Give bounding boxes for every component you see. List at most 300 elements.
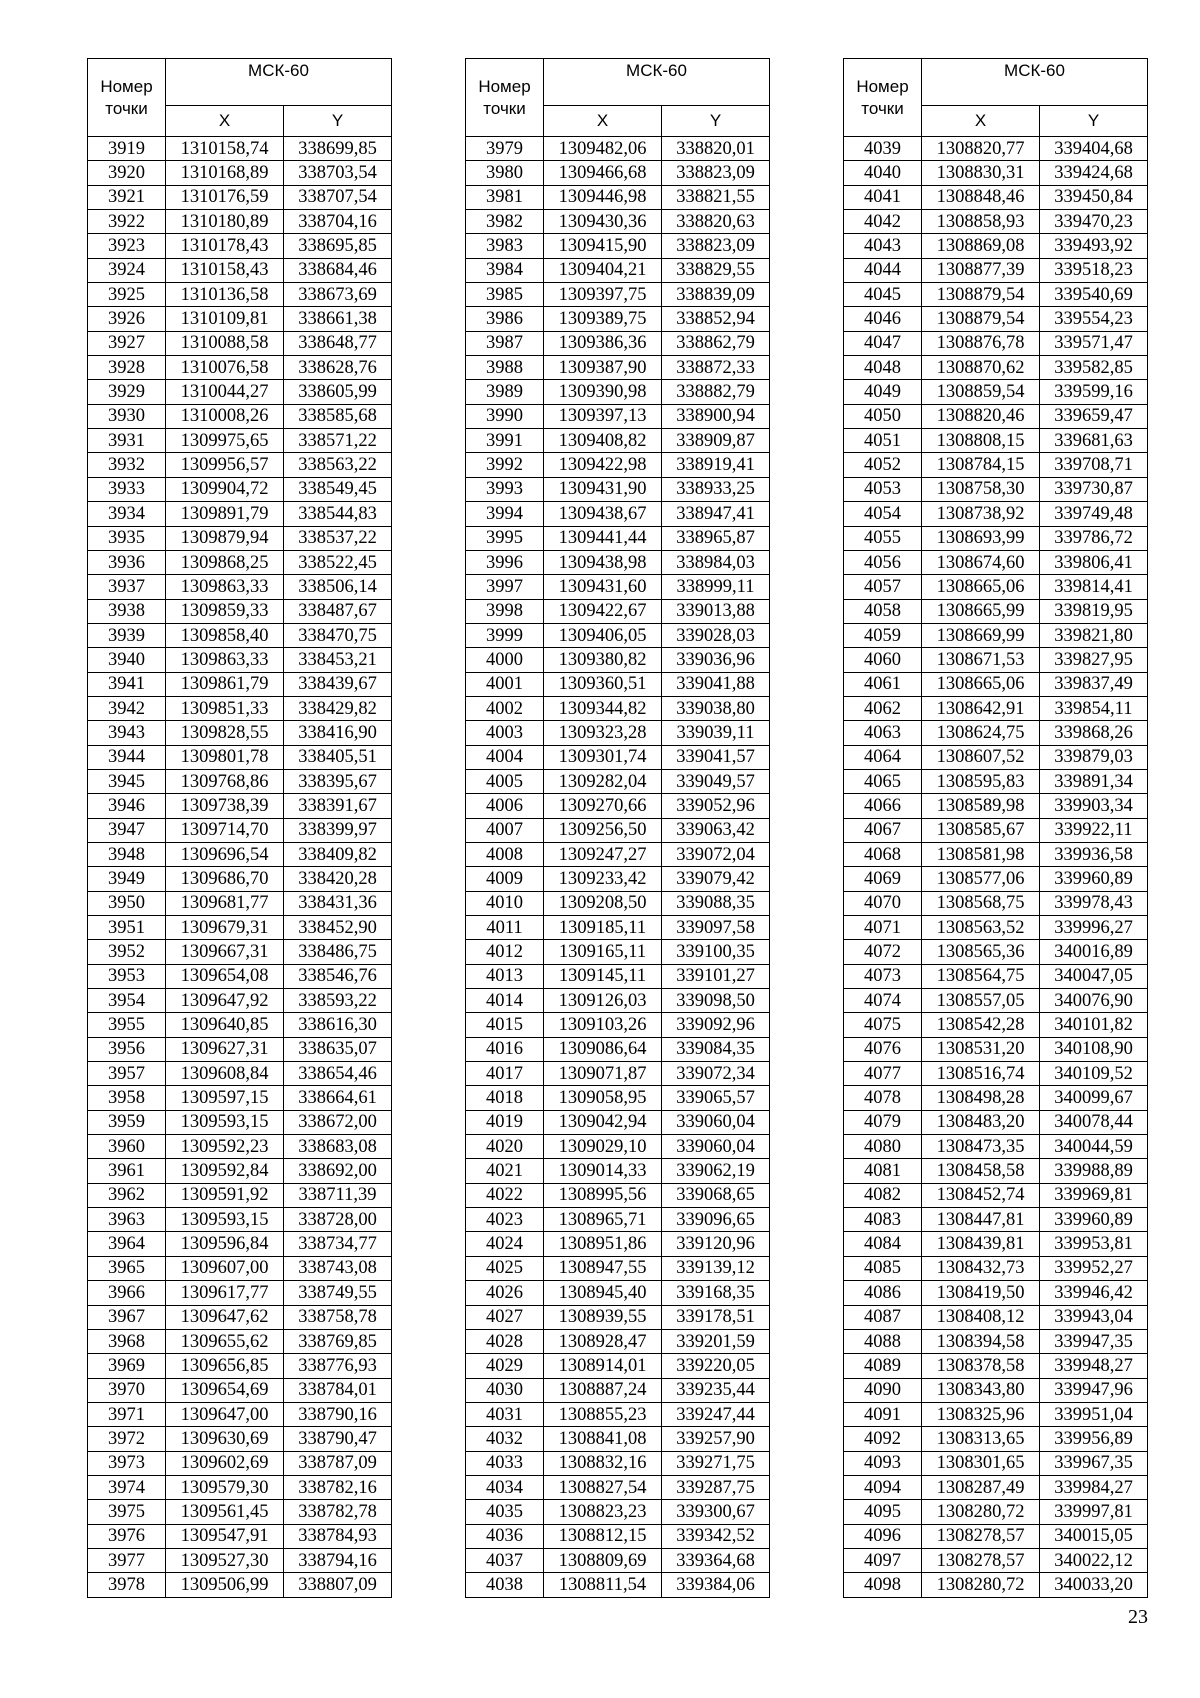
table-row bbox=[466, 258, 770, 282]
x-coordinate-cell: 1308887,24 bbox=[544, 1378, 662, 1402]
x-coordinate-cell: 1309714,70 bbox=[166, 818, 284, 842]
table-row bbox=[88, 1427, 392, 1451]
table-row bbox=[88, 1281, 392, 1305]
point-number-cell: 4039 bbox=[844, 137, 922, 161]
table-row bbox=[466, 1062, 770, 1086]
y-coordinate-cell: 338784,93 bbox=[284, 1524, 392, 1548]
y-coordinate-cell: 338707,54 bbox=[284, 185, 392, 209]
x-coordinate-cell: 1309404,21 bbox=[544, 258, 662, 282]
point-number-cell: 4037 bbox=[466, 1548, 544, 1572]
x-coordinate-cell: 1310044,27 bbox=[166, 380, 284, 404]
x-coordinate-cell: 1309103,26 bbox=[544, 1013, 662, 1037]
y-coordinate-cell: 339814,41 bbox=[1040, 575, 1148, 599]
point-number-cell: 3941 bbox=[88, 672, 166, 696]
x-coordinate-cell: 1308945,40 bbox=[544, 1281, 662, 1305]
table-row bbox=[88, 867, 392, 891]
x-coordinate-cell: 1309861,79 bbox=[166, 672, 284, 696]
x-coordinate-cell: 1309593,15 bbox=[166, 1110, 284, 1134]
table-row bbox=[466, 842, 770, 866]
point-number-cell: 3927 bbox=[88, 331, 166, 355]
x-coordinate-cell: 1309386,36 bbox=[544, 331, 662, 355]
x-coordinate-cell: 1308498,28 bbox=[922, 1086, 1040, 1110]
table-row bbox=[844, 234, 1148, 258]
point-number-cell: 4082 bbox=[844, 1183, 922, 1207]
y-coordinate-cell: 340022,12 bbox=[1040, 1548, 1148, 1572]
point-number-cell: 4015 bbox=[466, 1013, 544, 1037]
x-coordinate-cell: 1309956,57 bbox=[166, 453, 284, 477]
y-coordinate-cell: 339681,63 bbox=[1040, 429, 1148, 453]
point-number-cell: 4061 bbox=[844, 672, 922, 696]
x-coordinate-cell: 1308665,99 bbox=[922, 599, 1040, 623]
point-number-cell: 4065 bbox=[844, 769, 922, 793]
table-row bbox=[466, 696, 770, 720]
table-row bbox=[844, 307, 1148, 331]
point-number-cell: 4073 bbox=[844, 964, 922, 988]
table-row bbox=[466, 794, 770, 818]
point-number-cell: 3937 bbox=[88, 575, 166, 599]
y-coordinate-cell: 339806,41 bbox=[1040, 550, 1148, 574]
x-coordinate-cell: 1309029,10 bbox=[544, 1135, 662, 1159]
x-coordinate-cell: 1309656,85 bbox=[166, 1354, 284, 1378]
table-row bbox=[844, 842, 1148, 866]
x-coordinate-cell: 1308811,54 bbox=[544, 1573, 662, 1597]
x-coordinate-cell: 1308565,36 bbox=[922, 940, 1040, 964]
point-number-cell: 4013 bbox=[466, 964, 544, 988]
x-coordinate-cell: 1308965,71 bbox=[544, 1208, 662, 1232]
y-coordinate-cell: 340109,52 bbox=[1040, 1062, 1148, 1086]
table-row bbox=[88, 1305, 392, 1329]
point-number-cell: 3997 bbox=[466, 575, 544, 599]
x-coordinate-cell: 1309145,11 bbox=[544, 964, 662, 988]
y-coordinate-cell: 339013,88 bbox=[662, 599, 770, 623]
x-coordinate-cell: 1309506,99 bbox=[166, 1573, 284, 1597]
point-number-cell: 4016 bbox=[466, 1037, 544, 1061]
table-row bbox=[88, 794, 392, 818]
y-coordinate-cell: 339220,05 bbox=[662, 1354, 770, 1378]
table-row bbox=[844, 356, 1148, 380]
y-coordinate-cell: 339599,16 bbox=[1040, 380, 1148, 404]
x-coordinate-cell: 1310168,89 bbox=[166, 161, 284, 185]
y-coordinate-cell: 338807,09 bbox=[284, 1573, 392, 1597]
x-coordinate-cell: 1308483,20 bbox=[922, 1110, 1040, 1134]
y-coordinate-cell: 339708,71 bbox=[1040, 453, 1148, 477]
x-coordinate-cell: 1308585,67 bbox=[922, 818, 1040, 842]
point-number-cell: 3962 bbox=[88, 1183, 166, 1207]
table-row bbox=[844, 453, 1148, 477]
y-coordinate-cell: 338872,33 bbox=[662, 356, 770, 380]
table-row bbox=[466, 1524, 770, 1548]
x-coordinate-cell: 1308869,08 bbox=[922, 234, 1040, 258]
y-coordinate-cell: 339052,96 bbox=[662, 794, 770, 818]
table-row bbox=[466, 210, 770, 234]
y-coordinate-cell: 338821,55 bbox=[662, 185, 770, 209]
y-coordinate-cell: 338984,03 bbox=[662, 550, 770, 574]
point-number-cell: 3955 bbox=[88, 1013, 166, 1037]
table-row bbox=[88, 1135, 392, 1159]
x-coordinate-cell: 1308830,31 bbox=[922, 161, 1040, 185]
table-row bbox=[844, 1451, 1148, 1475]
x-coordinate-cell: 1309607,00 bbox=[166, 1256, 284, 1280]
crs-header: МСК-60 bbox=[922, 59, 1148, 106]
table-row bbox=[844, 429, 1148, 453]
point-number-cell: 4020 bbox=[466, 1135, 544, 1159]
table-row bbox=[844, 331, 1148, 355]
point-number-cell: 4071 bbox=[844, 916, 922, 940]
y-coordinate-cell: 339988,89 bbox=[1040, 1159, 1148, 1183]
point-number-cell: 3921 bbox=[88, 185, 166, 209]
y-coordinate-cell: 338616,30 bbox=[284, 1013, 392, 1037]
y-coordinate-cell: 339854,11 bbox=[1040, 696, 1148, 720]
x-coordinate-cell: 1309058,95 bbox=[544, 1086, 662, 1110]
x-coordinate-cell: 1308877,39 bbox=[922, 258, 1040, 282]
y-coordinate-cell: 339943,04 bbox=[1040, 1305, 1148, 1329]
x-coordinate-cell: 1309165,11 bbox=[544, 940, 662, 964]
x-coordinate-cell: 1309270,66 bbox=[544, 794, 662, 818]
point-number-cell: 4081 bbox=[844, 1159, 922, 1183]
table-row bbox=[466, 916, 770, 940]
table-row bbox=[88, 258, 392, 282]
y-coordinate-cell: 339554,23 bbox=[1040, 307, 1148, 331]
point-number-cell: 4038 bbox=[466, 1573, 544, 1597]
y-coordinate-cell: 339540,69 bbox=[1040, 283, 1148, 307]
y-coordinate-cell: 339827,95 bbox=[1040, 648, 1148, 672]
point-number-cell: 3982 bbox=[466, 210, 544, 234]
x-coordinate-cell: 1308820,46 bbox=[922, 404, 1040, 428]
table-row bbox=[88, 648, 392, 672]
x-coordinate-cell: 1309592,84 bbox=[166, 1159, 284, 1183]
y-coordinate-cell: 339063,42 bbox=[662, 818, 770, 842]
x-coordinate-cell: 1308343,80 bbox=[922, 1378, 1040, 1402]
x-coordinate-cell: 1309397,75 bbox=[544, 283, 662, 307]
y-coordinate-cell: 338728,00 bbox=[284, 1208, 392, 1232]
table-row bbox=[844, 575, 1148, 599]
table-row bbox=[88, 891, 392, 915]
x-coordinate-cell: 1309482,06 bbox=[544, 137, 662, 161]
x-coordinate-cell: 1308301,65 bbox=[922, 1451, 1040, 1475]
table-row bbox=[466, 234, 770, 258]
y-coordinate-cell: 338684,46 bbox=[284, 258, 392, 282]
table-row bbox=[844, 502, 1148, 526]
table-row bbox=[88, 1159, 392, 1183]
y-coordinate-cell: 338486,75 bbox=[284, 940, 392, 964]
point-number-cell: 3928 bbox=[88, 356, 166, 380]
table-row bbox=[88, 429, 392, 453]
point-number-cell: 4075 bbox=[844, 1013, 922, 1037]
table-row bbox=[844, 1378, 1148, 1402]
point-number-cell: 4050 bbox=[844, 404, 922, 428]
y-coordinate-cell: 338852,94 bbox=[662, 307, 770, 331]
point-number-cell: 3960 bbox=[88, 1135, 166, 1159]
table-row bbox=[466, 818, 770, 842]
point-number-cell: 4006 bbox=[466, 794, 544, 818]
y-coordinate-cell: 339098,50 bbox=[662, 989, 770, 1013]
x-coordinate-cell: 1309431,60 bbox=[544, 575, 662, 599]
point-number-cell: 3944 bbox=[88, 745, 166, 769]
y-coordinate-cell: 338703,54 bbox=[284, 161, 392, 185]
table-row bbox=[844, 1573, 1148, 1597]
y-coordinate-cell: 339178,51 bbox=[662, 1305, 770, 1329]
y-coordinate-cell: 338699,85 bbox=[284, 137, 392, 161]
y-coordinate-cell: 338862,79 bbox=[662, 331, 770, 355]
x-coordinate-cell: 1309828,55 bbox=[166, 721, 284, 745]
y-coordinate-cell: 339097,58 bbox=[662, 916, 770, 940]
y-coordinate-cell: 338585,68 bbox=[284, 404, 392, 428]
y-coordinate-cell: 339903,34 bbox=[1040, 794, 1148, 818]
y-coordinate-cell: 338823,09 bbox=[662, 161, 770, 185]
table-row bbox=[844, 137, 1148, 161]
x-coordinate-cell: 1308542,28 bbox=[922, 1013, 1040, 1037]
table-row bbox=[844, 1427, 1148, 1451]
table-row bbox=[844, 1354, 1148, 1378]
point-number-cell: 3987 bbox=[466, 331, 544, 355]
point-number-cell: 4058 bbox=[844, 599, 922, 623]
point-number-cell: 4057 bbox=[844, 575, 922, 599]
y-coordinate-cell: 340047,05 bbox=[1040, 964, 1148, 988]
x-coordinate-cell: 1309654,69 bbox=[166, 1378, 284, 1402]
table-row bbox=[466, 283, 770, 307]
point-number-cell: 3940 bbox=[88, 648, 166, 672]
y-coordinate-cell: 338794,16 bbox=[284, 1548, 392, 1572]
x-coordinate-cell: 1308452,74 bbox=[922, 1183, 1040, 1207]
y-coordinate-cell: 339450,84 bbox=[1040, 185, 1148, 209]
table-row bbox=[466, 1548, 770, 1572]
y-coordinate-cell: 339101,27 bbox=[662, 964, 770, 988]
table-row bbox=[88, 1573, 392, 1597]
y-coordinate-cell: 338790,47 bbox=[284, 1427, 392, 1451]
x-coordinate-cell: 1309858,40 bbox=[166, 623, 284, 647]
point-number-cell: 3947 bbox=[88, 818, 166, 842]
y-coordinate-cell: 338919,41 bbox=[662, 453, 770, 477]
x-coordinate-cell: 1308784,15 bbox=[922, 453, 1040, 477]
point-number-cell: 3926 bbox=[88, 307, 166, 331]
point-number-cell: 4027 bbox=[466, 1305, 544, 1329]
table-row bbox=[88, 842, 392, 866]
x-coordinate-cell: 1309640,85 bbox=[166, 1013, 284, 1037]
x-coordinate-cell: 1309647,62 bbox=[166, 1305, 284, 1329]
y-coordinate-cell: 338999,11 bbox=[662, 575, 770, 599]
y-coordinate-cell: 338758,78 bbox=[284, 1305, 392, 1329]
point-number-cell: 3939 bbox=[88, 623, 166, 647]
table-row bbox=[844, 1183, 1148, 1207]
table-row bbox=[844, 648, 1148, 672]
point-number-cell: 3929 bbox=[88, 380, 166, 404]
x-coordinate-cell: 1308665,06 bbox=[922, 575, 1040, 599]
point-number-cell: 4032 bbox=[466, 1427, 544, 1451]
table-row bbox=[466, 161, 770, 185]
point-number-cell: 4022 bbox=[466, 1183, 544, 1207]
x-coordinate-cell: 1309891,79 bbox=[166, 502, 284, 526]
table-row bbox=[466, 1475, 770, 1499]
x-coordinate-cell: 1308447,81 bbox=[922, 1208, 1040, 1232]
point-number-cell: 3948 bbox=[88, 842, 166, 866]
point-number-cell: 3969 bbox=[88, 1354, 166, 1378]
y-coordinate-cell: 338544,83 bbox=[284, 502, 392, 526]
x-coordinate-cell: 1309430,36 bbox=[544, 210, 662, 234]
y-coordinate-cell: 338571,22 bbox=[284, 429, 392, 453]
point-number-cell: 3932 bbox=[88, 453, 166, 477]
x-coordinate-cell: 1309360,51 bbox=[544, 672, 662, 696]
table-row bbox=[466, 1086, 770, 1110]
x-coordinate-cell: 1309438,67 bbox=[544, 502, 662, 526]
x-coordinate-cell: 1308870,62 bbox=[922, 356, 1040, 380]
x-coordinate-cell: 1309579,30 bbox=[166, 1475, 284, 1499]
table-row bbox=[844, 721, 1148, 745]
table-row bbox=[466, 964, 770, 988]
y-coordinate-cell: 338409,82 bbox=[284, 842, 392, 866]
y-coordinate-cell: 339969,81 bbox=[1040, 1183, 1148, 1207]
point-number-cell: 3976 bbox=[88, 1524, 166, 1548]
table-row bbox=[844, 1208, 1148, 1232]
y-coordinate-cell: 339079,42 bbox=[662, 867, 770, 891]
point-number-cell: 3954 bbox=[88, 989, 166, 1013]
y-coordinate-cell: 339062,19 bbox=[662, 1159, 770, 1183]
x-coordinate-cell: 1309647,92 bbox=[166, 989, 284, 1013]
point-number-cell: 4010 bbox=[466, 891, 544, 915]
x-coordinate-cell: 1308419,50 bbox=[922, 1281, 1040, 1305]
x-coordinate-cell: 1308581,98 bbox=[922, 842, 1040, 866]
table-row bbox=[466, 1232, 770, 1256]
point-number-cell: 4079 bbox=[844, 1110, 922, 1134]
x-coordinate-cell: 1308378,58 bbox=[922, 1354, 1040, 1378]
table-row bbox=[466, 404, 770, 428]
y-coordinate-cell: 339659,47 bbox=[1040, 404, 1148, 428]
point-number-cell: 4024 bbox=[466, 1232, 544, 1256]
table-row bbox=[88, 331, 392, 355]
y-coordinate-cell: 338537,22 bbox=[284, 526, 392, 550]
point-number-cell: 4083 bbox=[844, 1208, 922, 1232]
point-number-cell: 3958 bbox=[88, 1086, 166, 1110]
table-row bbox=[88, 745, 392, 769]
table-row bbox=[466, 1159, 770, 1183]
table-row bbox=[88, 721, 392, 745]
point-number-cell: 3975 bbox=[88, 1500, 166, 1524]
table-row bbox=[844, 623, 1148, 647]
point-number-cell: 3995 bbox=[466, 526, 544, 550]
point-number-cell: 3930 bbox=[88, 404, 166, 428]
point-number-cell: 3981 bbox=[466, 185, 544, 209]
point-number-cell: 4030 bbox=[466, 1378, 544, 1402]
y-coordinate-cell: 339582,85 bbox=[1040, 356, 1148, 380]
point-number-cell: 4088 bbox=[844, 1329, 922, 1353]
x-coordinate-cell: 1308879,54 bbox=[922, 283, 1040, 307]
y-coordinate-cell: 338654,46 bbox=[284, 1062, 392, 1086]
point-number-cell: 4023 bbox=[466, 1208, 544, 1232]
point-number-cell: 3994 bbox=[466, 502, 544, 526]
point-number-cell: 3925 bbox=[88, 283, 166, 307]
table-row bbox=[844, 380, 1148, 404]
table-row bbox=[844, 404, 1148, 428]
x-coordinate-cell: 1308394,58 bbox=[922, 1329, 1040, 1353]
table-row bbox=[88, 696, 392, 720]
x-coordinate-cell: 1309408,82 bbox=[544, 429, 662, 453]
x-coordinate-cell: 1308939,55 bbox=[544, 1305, 662, 1329]
table-row bbox=[844, 477, 1148, 501]
table-row bbox=[88, 526, 392, 550]
x-coordinate-cell: 1308914,01 bbox=[544, 1354, 662, 1378]
point-number-cell: 4064 bbox=[844, 745, 922, 769]
x-coordinate-cell: 1309233,42 bbox=[544, 867, 662, 891]
point-number-cell: 3992 bbox=[466, 453, 544, 477]
x-coordinate-cell: 1309431,90 bbox=[544, 477, 662, 501]
table-row bbox=[466, 721, 770, 745]
y-coordinate-cell: 339384,06 bbox=[662, 1573, 770, 1597]
point-number-cell: 4021 bbox=[466, 1159, 544, 1183]
point-number-cell: 3999 bbox=[466, 623, 544, 647]
point-number-cell: 3959 bbox=[88, 1110, 166, 1134]
table-row bbox=[466, 1427, 770, 1451]
table-row bbox=[466, 1329, 770, 1353]
table-row bbox=[88, 916, 392, 940]
x-coordinate-cell: 1309627,31 bbox=[166, 1037, 284, 1061]
table-row bbox=[88, 575, 392, 599]
x-coordinate-cell: 1309208,50 bbox=[544, 891, 662, 915]
x-coordinate-cell: 1310158,43 bbox=[166, 258, 284, 282]
y-coordinate-cell: 338563,22 bbox=[284, 453, 392, 477]
point-number-cell: 3934 bbox=[88, 502, 166, 526]
table-row bbox=[88, 283, 392, 307]
y-coordinate-cell: 339978,43 bbox=[1040, 891, 1148, 915]
point-number-cell: 4009 bbox=[466, 867, 544, 891]
y-coordinate-cell: 339952,27 bbox=[1040, 1256, 1148, 1280]
y-coordinate-cell: 339947,35 bbox=[1040, 1329, 1148, 1353]
x-coordinate-cell: 1309596,84 bbox=[166, 1232, 284, 1256]
table-row bbox=[466, 477, 770, 501]
y-coordinate-cell: 338395,67 bbox=[284, 769, 392, 793]
table-row bbox=[88, 769, 392, 793]
table-row bbox=[844, 867, 1148, 891]
table-row bbox=[466, 1281, 770, 1305]
y-coordinate-cell: 338820,63 bbox=[662, 210, 770, 234]
x-coordinate-cell: 1308607,52 bbox=[922, 745, 1040, 769]
y-coordinate-cell: 339096,65 bbox=[662, 1208, 770, 1232]
table-row bbox=[88, 1475, 392, 1499]
point-number-cell: 3991 bbox=[466, 429, 544, 453]
y-coordinate-cell: 338900,94 bbox=[662, 404, 770, 428]
y-coordinate-cell: 338429,82 bbox=[284, 696, 392, 720]
table-row bbox=[88, 940, 392, 964]
point-number-cell: 4093 bbox=[844, 1451, 922, 1475]
y-coordinate-cell: 339891,34 bbox=[1040, 769, 1148, 793]
point-number-cell: 4094 bbox=[844, 1475, 922, 1499]
point-number-cell: 4092 bbox=[844, 1427, 922, 1451]
table-row bbox=[466, 356, 770, 380]
table-row bbox=[844, 1402, 1148, 1426]
x-coordinate-cell: 1308313,65 bbox=[922, 1427, 1040, 1451]
point-number-cell: 4085 bbox=[844, 1256, 922, 1280]
page-number: 23 bbox=[1128, 1606, 1148, 1628]
table-row bbox=[88, 453, 392, 477]
table-row bbox=[466, 550, 770, 574]
x-coordinate-cell: 1308624,75 bbox=[922, 721, 1040, 745]
y-coordinate-cell: 338695,85 bbox=[284, 234, 392, 258]
table-row bbox=[466, 380, 770, 404]
x-coordinate-cell: 1309185,11 bbox=[544, 916, 662, 940]
x-coordinate-cell: 1309441,44 bbox=[544, 526, 662, 550]
x-coordinate-cell: 1309768,86 bbox=[166, 769, 284, 793]
point-number-cell: 3961 bbox=[88, 1159, 166, 1183]
coordinate-table-3 bbox=[843, 58, 1148, 1598]
x-coordinate-cell: 1308951,86 bbox=[544, 1232, 662, 1256]
x-coordinate-cell: 1309547,91 bbox=[166, 1524, 284, 1548]
y-coordinate-cell: 339404,68 bbox=[1040, 137, 1148, 161]
y-coordinate-cell: 339100,35 bbox=[662, 940, 770, 964]
y-coordinate-cell: 339730,87 bbox=[1040, 477, 1148, 501]
point-number-cell: 4067 bbox=[844, 818, 922, 842]
table-row bbox=[844, 1037, 1148, 1061]
y-coordinate-cell: 338487,67 bbox=[284, 599, 392, 623]
y-coordinate-cell: 338839,09 bbox=[662, 283, 770, 307]
x-coordinate-cell: 1308738,92 bbox=[922, 502, 1040, 526]
